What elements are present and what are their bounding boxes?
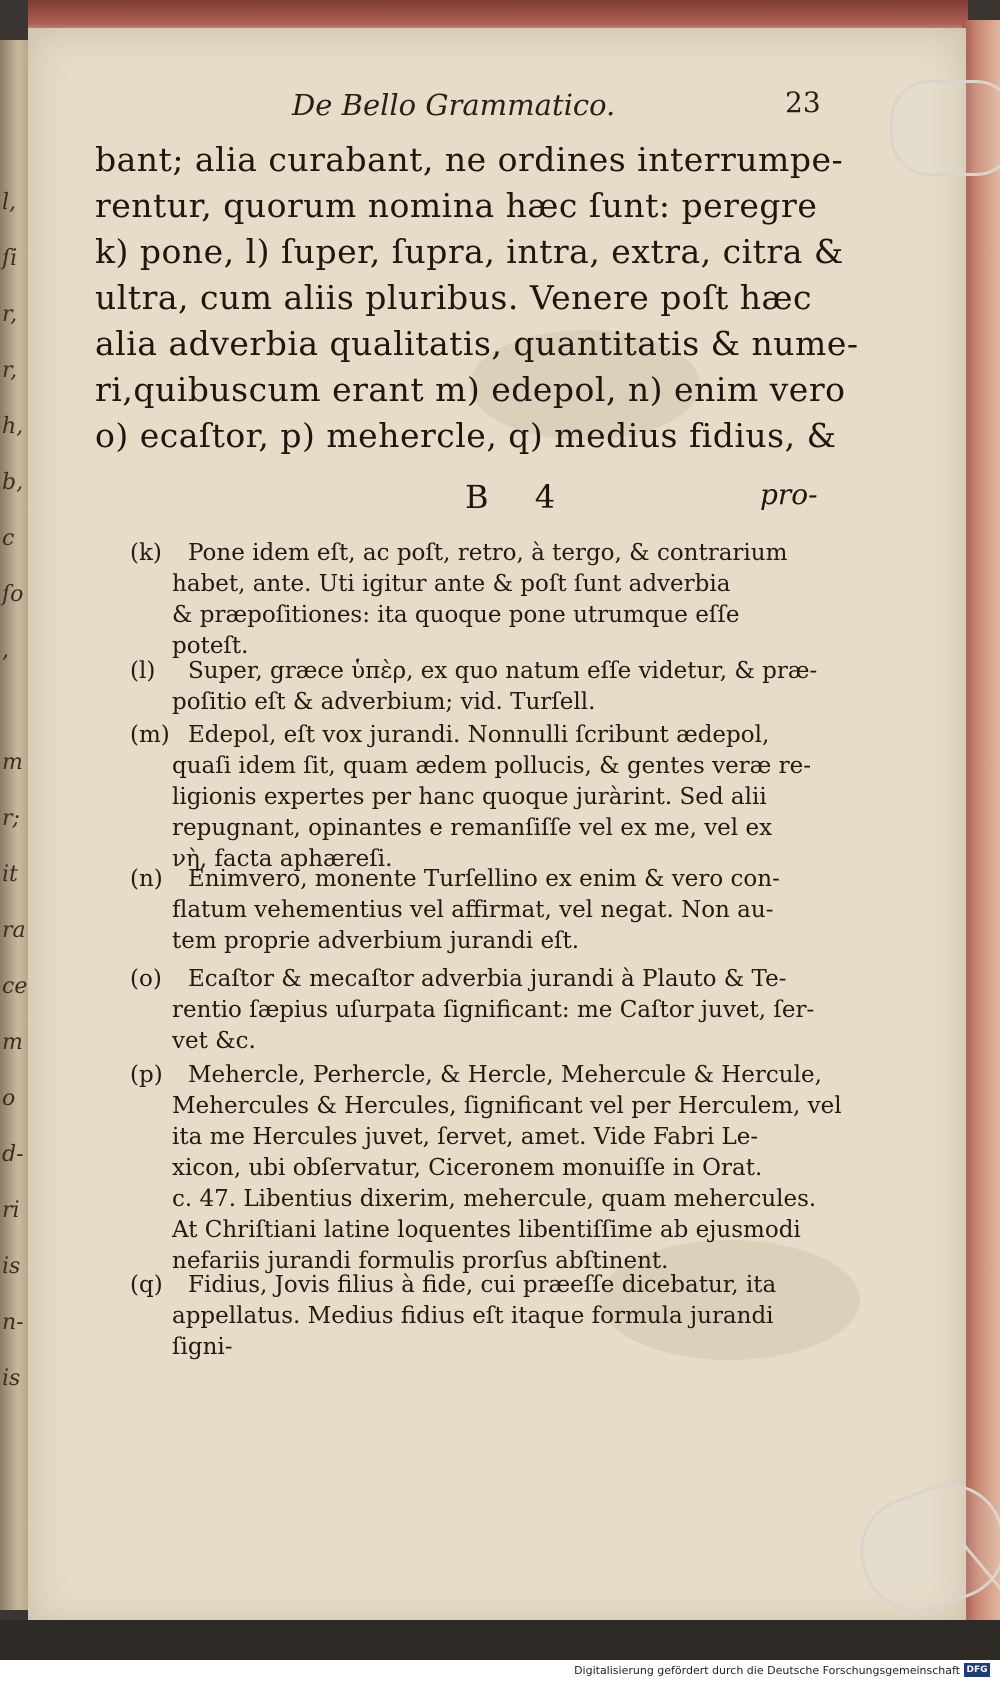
footnote-line: Enimvero, monente Turſellino ex enim & vero con- [188,866,780,892]
left-page-fragment: it [2,862,18,887]
left-page-edge [0,40,30,1610]
footnote-label: (k) [130,540,162,566]
footnote-label: (p) [130,1062,163,1088]
main-text-line: k) pone, l) ſuper, ſupra, intra, extra, citra & [95,232,844,271]
footnote-line: Mehercules & Hercules, ſignificant vel per Herculem, vel [172,1093,842,1119]
left-page-fragment: is [2,1254,21,1279]
footnote-line: habet, ante. Uti igitur ante & poſt ſunt adverbia [172,571,731,597]
dfg-logo: DFG [964,1663,990,1677]
footnote-label: (q) [130,1272,163,1298]
footnote-line: flatum vehementius vel affirmat, vel negat. Non au- [172,897,774,923]
page-number: 23 [785,86,821,119]
left-page-fragment: d- [2,1142,24,1167]
left-page-fragment: n- [2,1310,24,1335]
footnote-line: Pone idem eſt, ac poſt, retro, à tergo, & contrarium [188,540,788,566]
footnote-line: repugnant, opinantes e remanſiſſe vel ex me, vel ex [172,815,773,841]
footnote-line: nefariis jurandi formulis prorſus abſtinent. [172,1248,669,1274]
footnote-line: rentio ſæpius uſurpata ſignificant: me Caſtor juvet, ſer- [172,997,815,1023]
left-page-fragment: r; [2,806,20,831]
scan-background [0,1620,1000,1660]
footnote-line: & præpoſitiones: ita quoque pone utrumque eſſe [172,602,740,628]
footnote-line: Ecaſtor & mecaſtor adverbia jurandi à Plauto & Te- [188,966,787,992]
left-page-fragment: r, [2,358,18,383]
left-page-fragment: , [2,638,9,663]
page-clip [890,80,1000,176]
footnote-line: tem proprie adverbium jurandi eſt. [172,928,580,954]
footnote-line: vet &c. [172,1028,256,1054]
footnote-line: Mehercle, Perhercle, & Hercle, Mehercule & Hercule, [188,1062,822,1088]
left-page-fragment: m [2,750,23,775]
footnote-line: Super, græce ὑπὲρ, ex quo natum eſſe videtur, & præ- [188,658,818,684]
footnote-line: ſigni- [172,1334,233,1360]
main-text-line: ultra, cum aliis pluribus. Venere poſt hæc [95,278,812,317]
footnote-line: xicon, ubi obſervatur, Ciceronem monuiſſe in Orat. [172,1155,763,1181]
left-page-fragment: h, [2,414,24,439]
signature-mark: B 4 [465,478,574,516]
left-page-fragment: o [2,1086,16,1111]
footnote-line: Fidius, Jovis filius à fide, cui præeſſe dicebatur, ita [188,1272,777,1298]
running-head: De Bello Grammatico. [292,88,616,122]
left-page-fragment: ri [2,1198,20,1223]
left-page-fragment: c [2,526,15,551]
footnote-line: quaſi idem ſit, quam ædem pollucis, & gentes veræ re- [172,753,811,779]
left-page-fragment: b, [2,470,24,495]
footnote-line: poſitio eſt & adverbium; vid. Turſell. [172,689,596,715]
right-page-edge [962,20,1000,1620]
footnote-label: (l) [130,658,156,684]
left-page-fragment: ra [2,918,26,943]
footnote-line: ita me Hercules juvet, ſervet, amet. Vide Fabri Le- [172,1124,759,1150]
left-page-fragment: is [2,1366,21,1391]
main-text-line: ri,quibuscum erant m) edepol, n) enim vero [95,370,846,409]
footnote-line: c. 47. Libentius dixerim, mehercule, quam mehercules. [172,1186,817,1212]
left-page-fragment: r, [2,302,18,327]
left-page-fragment: ſo [2,582,24,607]
left-page-fragment: ce [2,974,28,999]
footnote-line: At Chriſtiani latine loquentes libentiſſime ab ejusmodi [172,1217,801,1243]
catchword: pro- [760,478,818,511]
left-page-fragment: ſi [2,246,18,271]
footnote-line: poteſt. [172,633,249,659]
footnote-label: (m) [130,722,170,748]
main-text-line: bant; alia curabant, ne ordines interrumpe- [95,140,844,179]
footer-credit: Digitalisierung gefördert durch die Deutsche Forschungsgemeinschaft [574,1664,960,1677]
footnote-line: Edepol, eſt vox jurandi. Nonnulli ſcribunt ædepol, [188,722,770,748]
footnote-line: νὴ, facta aphæreſi. [172,846,393,872]
footnote-line: ligionis expertes per hanc quoque juràrint. Sed alii [172,784,767,810]
main-text-line: o) ecaſtor, p) mehercle, q) medius fidius, & [95,416,837,455]
left-page-fragment: l, [2,190,17,215]
left-page-fragment: m [2,1030,23,1055]
main-text-line: alia adverbia qualitatis, quantitatis & nume- [95,324,859,363]
footnote-line: appellatus. Medius fidius eſt itaque formula jurandi [172,1303,774,1329]
footnote-label: (n) [130,866,163,892]
main-text-line: rentur, quorum nomina hæc ſunt: peregre [95,186,818,225]
footnote-label: (o) [130,966,162,992]
